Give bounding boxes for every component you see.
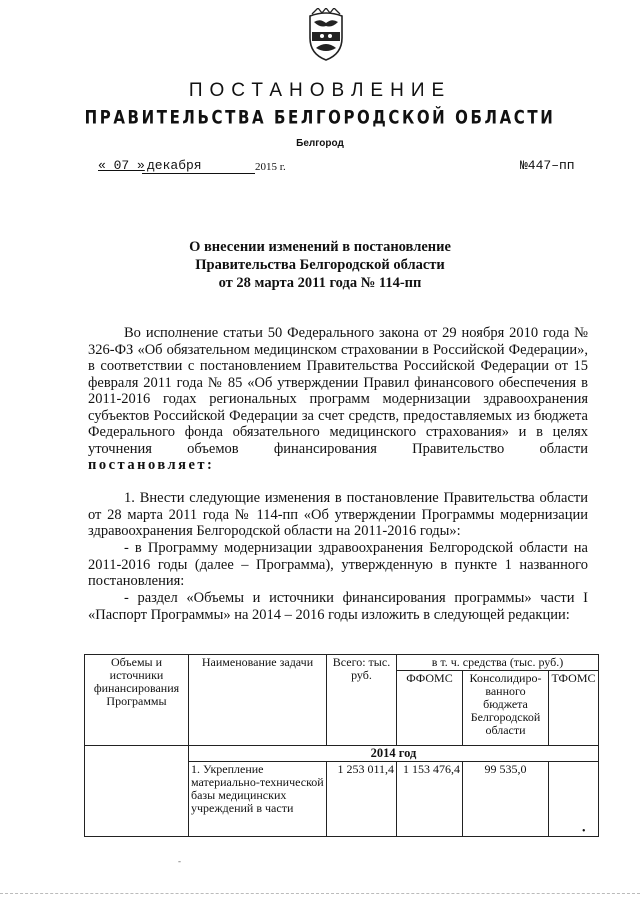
header-total: Всего: тыс. руб. [327, 655, 397, 746]
tfoms-cell [549, 762, 599, 837]
document-subject [150, 238, 490, 292]
body-paragraph-preamble [88, 325, 588, 474]
header-including: в т. ч. средства (тыс. руб.) [397, 655, 599, 671]
funding-table [84, 654, 599, 837]
coat-of-arms-icon [302, 8, 350, 64]
subject-line-1: О внесении изменений в постановление [189, 239, 451, 255]
body-paragraph-3: - раздел «Объемы и источники финансирования программы» части I «Паспорт Программы» на 2014 – 2016 годы изложить в следующей редакции: [88, 590, 588, 623]
header-volumes: Объемы и источники финансирования Программы [85, 655, 189, 746]
date-year: 2015 г. [255, 161, 286, 173]
subject-line-2: Правительства Белгородской области [195, 257, 445, 273]
scan-edge-divider [0, 893, 640, 900]
date-month: декабря [142, 158, 255, 174]
document-number: №447–пп [520, 158, 575, 173]
city-label: Белгород [296, 138, 344, 149]
header-ffoms: ФФОМС [397, 671, 463, 746]
body-paragraph-2: - в Программу модернизации здравоохранения Белгородской области на 2011-2016 годы (далее – Программа), утвержденную в пункте 1 названного постановления: [88, 540, 588, 589]
preamble-text: Во исполнение статьи 50 Федерального закона от 29 ноября 2010 года № 326-ФЗ «Об обязательном медицинском страховании в Российской Федерации», в соответствии с постановлением Правительства Российской Федерации от 15 февраля 2011 года № 85 «Об утверждении Правил финансового обеспечения в 2011-2016 годах региональных программ модернизации здравоохранения субъектов Российской Федерации за счет средств, предоставляемых из бюджета Федерального фонда обязательного медицинского страхования» и в целях уточнения объемов финансирования Правительство области [88, 325, 588, 457]
volumes-cell [85, 746, 189, 837]
body-paragraph-1: 1. Внести следующие изменения в постановление Правительства области от 28 марта 2011 года № 114-пп «Об утверждении Программы модернизации здравоохранения Белгородской области на 2011-2016 годы»: [88, 490, 588, 539]
resolves-word: постановляет: [88, 457, 215, 473]
consolidated-cell: 99 535,0 [463, 762, 549, 837]
header-task: Наименование задачи [189, 655, 327, 746]
stray-dash: - [178, 856, 181, 866]
subject-line-3: от 28 марта 2011 года № 114-пп [218, 275, 422, 291]
table-row [85, 746, 599, 762]
issuer-title: ПРАВИТЕЛЬСТВА БЕЛГОРОДСКОЙ ОБЛАСТИ [84, 105, 556, 129]
ffoms-cell: 1 153 476,4 [397, 762, 463, 837]
stray-mark: • [582, 826, 586, 837]
document-title: ПОСТАНОВЛЕНИЕ [188, 80, 452, 101]
year-row: 2014 год [189, 746, 599, 762]
table-header-row [85, 655, 599, 671]
total-cell: 1 253 011,4 [327, 762, 397, 837]
task-cell: 1. Укрепление материально-технической базы медицинских учреждений в части [189, 762, 327, 837]
date-day: « 07 » [98, 158, 145, 173]
header-consolidated: Консолидиро-ванного бюджета Белгородской области [463, 671, 549, 746]
header-tfoms: ТФОМС [549, 671, 599, 746]
